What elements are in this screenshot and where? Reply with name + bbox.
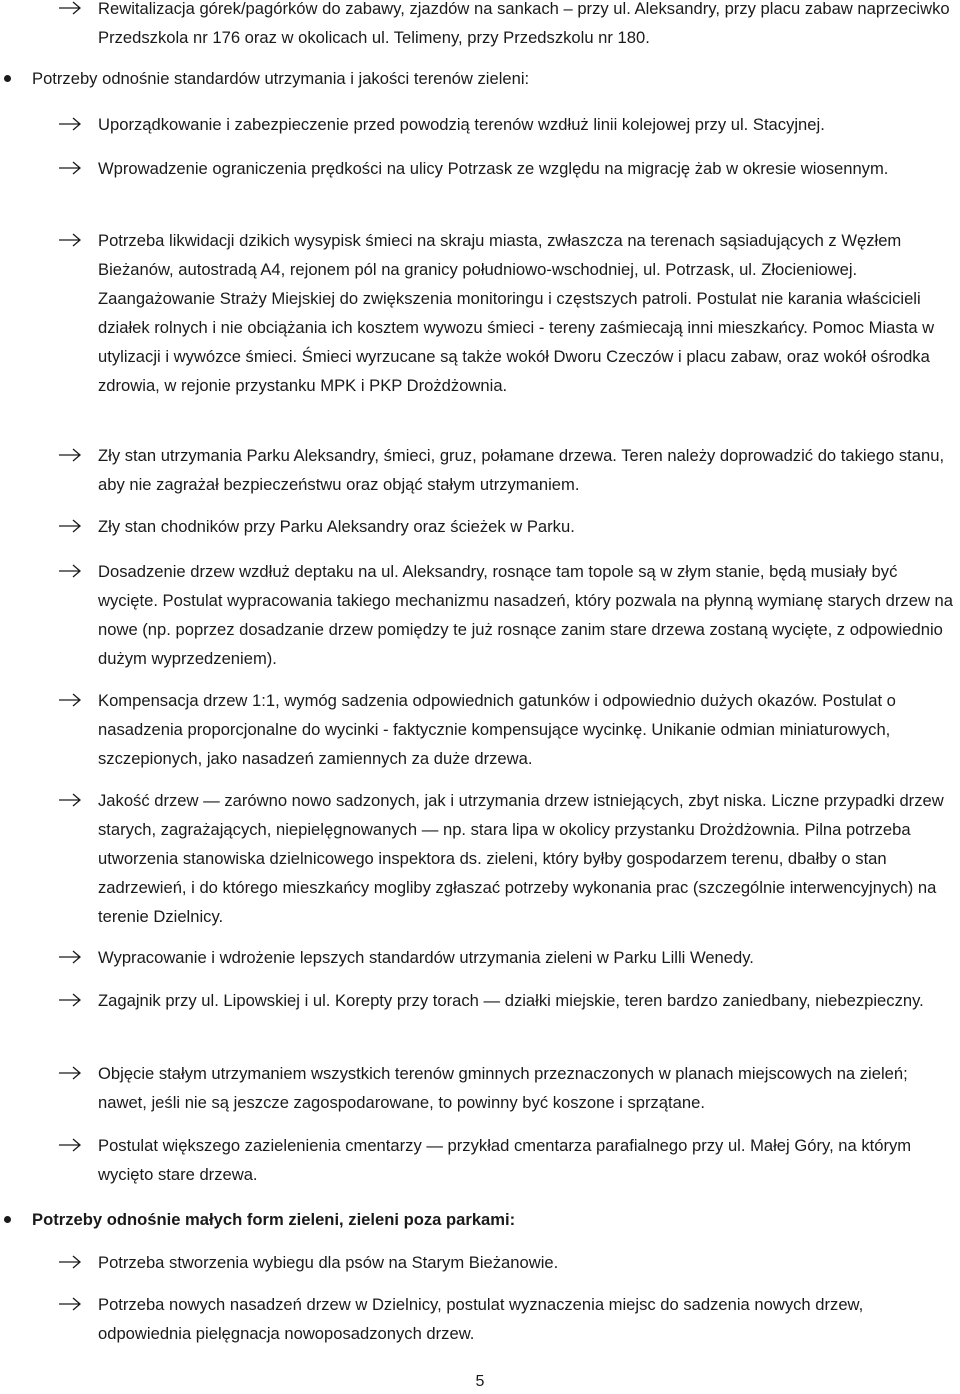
section-heading-text: Potrzeby odnośnie standardów utrzymania i jakości terenów zieleni:	[32, 69, 530, 88]
list-item	[98, 110, 956, 139]
arrow-right-icon	[58, 1297, 82, 1311]
list-item	[98, 154, 956, 183]
list-item	[98, 441, 956, 499]
list-item-text: Uporządkowanie i zabezpieczenie przed powodzią terenów wzdłuż linii kolejowej przy ul. Stacyjnej.	[98, 115, 825, 134]
arrow-right-icon	[58, 564, 82, 578]
list-item	[98, 1131, 956, 1189]
list-item	[98, 986, 956, 1015]
bullet-dot-icon	[4, 1216, 11, 1223]
arrow-right-icon	[58, 1138, 82, 1152]
arrow-right-icon	[58, 117, 82, 131]
arrow-right-icon	[58, 519, 82, 533]
list-item-text: Potrzeba likwidacji dzikich wysypisk śmieci na skraju miasta, zwłaszcza na terenach sąsiadujących z Węzłem Bieżanów, autostradą A4, rejonem pól na granicy południowo-wschodniej, ul. Potrzask, ul. Złocieniowej. Zaangażowanie Straży Miejskiej do zwiększenia monitoringu i częstszych patroli. Postulat nie karania właścicieli działek rolnych i nie obciążania ich kosztem wywozu śmieci - tereny zaśmiecają inni mieszkańcy. Pomoc Miasta w utylizacji i wywózce śmieci. Śmieci wyrzucane są także wokół Dworu Czeczów i placu zabaw, oraz wokół ośrodka zdrowia, w rejonie przystanku MPK i PKP Drożdżownia.	[98, 231, 935, 395]
bullet-dot-icon	[4, 75, 11, 82]
section-heading-text: Potrzeby odnośnie małych form zieleni, zieleni poza parkami:	[32, 1210, 516, 1229]
list-item	[98, 786, 956, 931]
list-item-text: Wprowadzenie ograniczenia prędkości na ulicy Potrzask ze względu na migrację żab w okresie wiosennym.	[98, 159, 889, 178]
list-item	[98, 0, 956, 52]
list-item-text: Zły stan utrzymania Parku Aleksandry, śmieci, gruz, połamane drzewa. Teren należy doprowadzić do takiego stanu, aby nie zagrażał bezpieczeństwu oraz objąć stałym utrzymaniem.	[98, 446, 945, 494]
section-heading	[32, 1205, 952, 1234]
list-item	[98, 943, 956, 972]
arrow-right-icon	[58, 448, 82, 462]
list-item-text: Postulat większego zazielenienia cmentarzy — przykład cmentarza parafialnego przy ul. Małej Góry, na którym wycięto stare drzewa.	[98, 1136, 912, 1184]
list-item	[98, 1290, 956, 1348]
list-item-text: Kompensacja drzew 1:1, wymóg sadzenia odpowiednich gatunków i odpowiednio dużych okazów. Postulat o nasadzenia proporcjonalne do wycinki - faktycznie kompensujące wycinkę. Unikanie odmian miniaturowych, szczepionych, jako nasadzeń zamiennych za duże drzewa.	[98, 691, 896, 768]
list-item-text: Objęcie stałym utrzymaniem wszystkich terenów gminnych przeznaczonych w planach miejscowych na zieleń; nawet, jeśli nie są jeszcze zagospodarowane, to powinny być koszone i sprzątane.	[98, 1064, 908, 1112]
arrow-right-icon	[58, 950, 82, 964]
list-item	[98, 512, 956, 541]
list-item-text: Potrzeba stworzenia wybiegu dla psów na Starym Bieżanowie.	[98, 1253, 559, 1272]
list-item-text: Jakość drzew — zarówno nowo sadzonych, jak i utrzymania drzew istniejących, zbyt niska. Liczne przypadki drzew starych, zagrażających, niepielęgnowanych — np. stara lipa w okolicy przystanku Drożdżownia. Pilna potrzeba utworzenia stanowiska dzielnicowego inspektora ds. zieleni, który byłby gospodarzem terenu, dbałby o stan zadrzewień, i do którego mieszkańcy mogliby zgłaszać potrzeby wykonania prac (szczególnie interwencyjnych) na terenie Dzielnicy.	[98, 791, 944, 926]
list-item-text: Zły stan chodników przy Parku Aleksandry oraz ścieżek w Parku.	[98, 517, 575, 536]
list-item	[98, 1248, 956, 1277]
arrow-right-icon	[58, 1066, 82, 1080]
arrow-right-icon	[58, 1255, 82, 1269]
list-item	[98, 1059, 956, 1117]
list-item-text: Rewitalizacja górek/pagórków do zabawy, zjazdów na sankach – przy ul. Aleksandry, przy placu zabaw naprzeciwko Przedszkola nr 176 oraz w okolicach ul. Telimeny, przy Przedszkolu nr 180.	[98, 0, 950, 47]
list-item-text: Zagajnik przy ul. Lipowskiej i ul. Korepty przy torach — działki miejskie, teren bardzo zaniedbany, niebezpieczny.	[98, 991, 924, 1010]
list-item	[98, 686, 956, 773]
arrow-right-icon	[58, 1, 82, 15]
arrow-right-icon	[58, 161, 82, 175]
arrow-right-icon	[58, 233, 82, 247]
page-number: 5	[475, 1373, 485, 1390]
section-heading	[32, 64, 952, 93]
list-item-text: Wypracowanie i wdrożenie lepszych standardów utrzymania zieleni w Parku Lilli Wenedy.	[98, 948, 754, 967]
arrow-right-icon	[58, 693, 82, 707]
list-item	[98, 226, 956, 400]
arrow-right-icon	[58, 993, 82, 1007]
list-item	[98, 557, 956, 673]
list-item-text: Potrzeba nowych nasadzeń drzew w Dzielnicy, postulat wyznaczenia miejsc do sadzenia nowych drzew, odpowiednia pielęgnacja nowoposadzonych drzew.	[98, 1295, 864, 1343]
arrow-right-icon	[58, 793, 82, 807]
list-item-text: Dosadzenie drzew wzdłuż deptaku na ul. Aleksandry, rosnące tam topole są w złym stanie, będą musiały być wycięte. Postulat wypracowania takiego mechanizmu nasadzeń, który pozwala na płynną wymianę starych drzew na nowe (np. poprzez dosadzanie drzew pomiędzy te już rosnące zanim stare drzewa zostaną wycięte, z odpowiednio dużym wyprzedzeniem).	[98, 562, 954, 668]
